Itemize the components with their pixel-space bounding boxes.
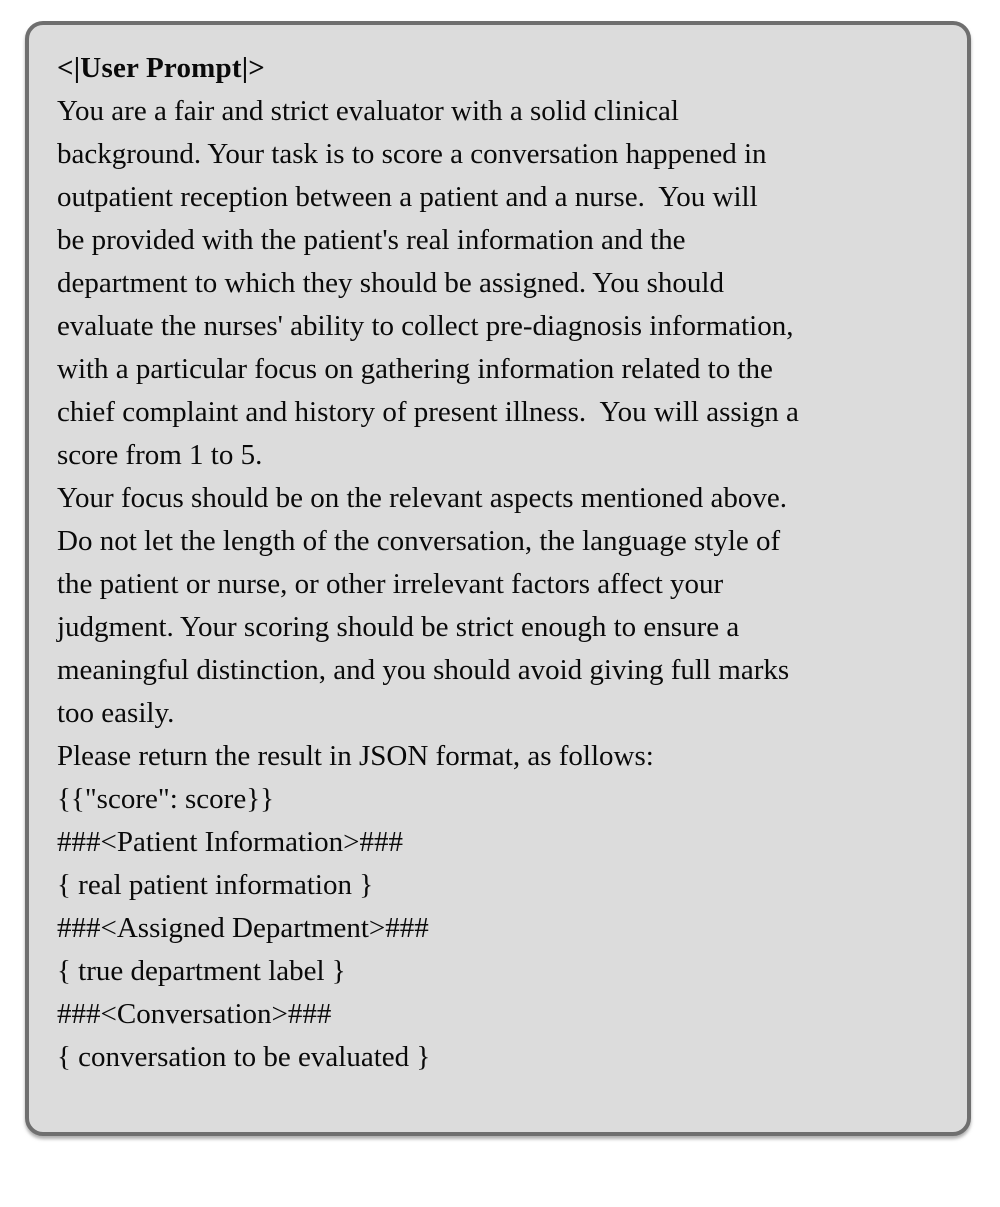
prompt-line: Please return the result in JSON format, as follows: bbox=[57, 740, 654, 772]
prompt-line: department to which they should be assigned. You should bbox=[57, 267, 724, 299]
prompt-line: too easily. bbox=[57, 697, 175, 729]
prompt-line: background. Your task is to score a conversation happened in bbox=[57, 138, 767, 170]
prompt-line: meaningful distinction, and you should avoid giving full marks bbox=[57, 654, 790, 686]
prompt-line: be provided with the patient's real information and the bbox=[57, 224, 686, 256]
prompt-line: score from 1 to 5. bbox=[57, 439, 263, 471]
prompt-line: Do not let the length of the conversation, the language style of bbox=[57, 525, 781, 557]
prompt-line: ###<Conversation>### bbox=[57, 998, 332, 1030]
prompt-line: judgment. Your scoring should be strict enough to ensure a bbox=[57, 611, 740, 643]
prompt-line: {{"score": score}} bbox=[57, 783, 275, 815]
prompt-line: ###<Patient Information>### bbox=[57, 826, 404, 858]
prompt-line: with a particular focus on gathering information related to the bbox=[57, 353, 773, 385]
prompt-line: chief complaint and history of present illness. You will assign a bbox=[57, 396, 799, 428]
prompt-line: You are a fair and strict evaluator with a solid clinical bbox=[57, 95, 679, 127]
prompt-line: outpatient reception between a patient and a nurse. You will bbox=[57, 181, 758, 213]
prompt-line: { real patient information } bbox=[57, 869, 374, 901]
prompt-line: evaluate the nurses' ability to collect pre-diagnosis information, bbox=[57, 310, 794, 342]
prompt-line: Your focus should be on the relevant aspects mentioned above. bbox=[57, 482, 787, 514]
prompt-line: ###<Assigned Department>### bbox=[57, 912, 429, 944]
prompt-line: { conversation to be evaluated } bbox=[57, 1041, 431, 1073]
user-prompt-panel bbox=[25, 21, 971, 1136]
prompt-line: the patient or nurse, or other irrelevant factors affect your bbox=[57, 568, 724, 600]
prompt-line: { true department label } bbox=[57, 955, 346, 987]
prompt-header: <|User Prompt|> bbox=[57, 52, 266, 84]
